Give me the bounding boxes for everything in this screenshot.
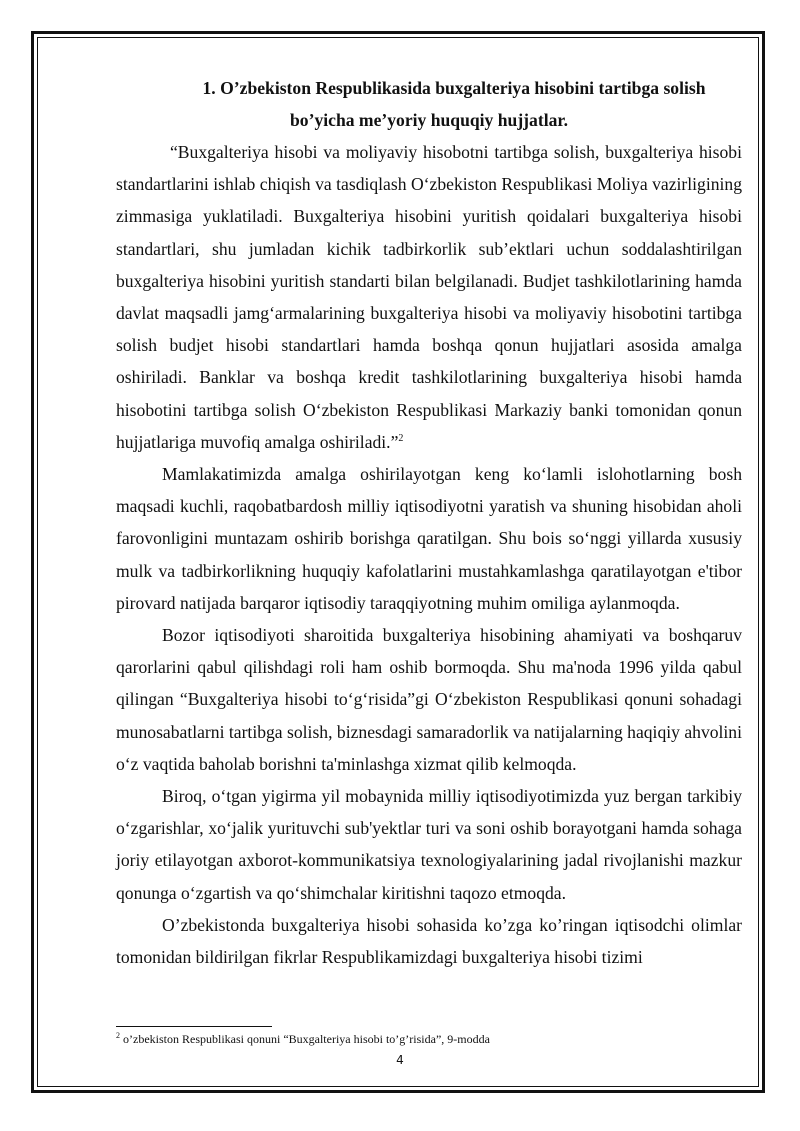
footnote-text: o’zbekiston Respublikasi qonuni “Buxgalteriya hisobi to’g’risida”, 9-modda — [123, 1032, 490, 1046]
section-heading-line-1: 1. O’zbekiston Respublikasida buxgalteriya hisobini tartibga solish — [202, 78, 706, 98]
footnote-separator — [116, 1026, 272, 1027]
section-heading-line-2: bo’yicha me’yoriy huquqiy hujjatlar. — [290, 110, 568, 130]
footnote — [116, 1032, 490, 1047]
paragraph: Biroq, o‘tgan yigirma yil mobaynida milliy iqtisodiyotimizda yuz bergan tarkibiy o‘zgarishlar, xo‘jalik yurituvchi sub'yektlar turi va soni oshib borayotgani hamda sohaga joriy etilayotgan axborot-kommunikatsiya texnologiyalarining jadal rivojlanishi mazkur qonunga o‘zgartish va qo‘shimchalar kiritishni taqozo etmoqda. — [116, 786, 742, 903]
page-number: 4 — [396, 1053, 404, 1067]
section-heading — [116, 72, 742, 136]
footnote-reference[interactable]: 2 — [398, 432, 404, 444]
paragraph-quote-text: “Buxgalteriya hisobi va moliyaviy hisobotni tartibga solish, buxgalteriya hisobi standartlarini ishlab chiqish va tasdiqlash O‘zbekiston Respublikasi Moliya vazirligining zimmasiga yuklatiladi. Buxgalteriya hisobini yuritish qoidalari buxgalteriya hisobi standartlari, shu jumladan kichik tadbirkorlik sub’ektlari uchun soddalashtirilgan buxgalteriya hisobini yuritish standarti bilan belgilanadi. Budjet tashkilotlarining hamda davlat maqsadli jamg‘armalarining buxgalteriya hisobi va moliyaviy hisobotini tartibga solish budjet hisobi standartlari hamda boshqa qonun hujjatlari asosida amalga oshiriladi. Banklar va boshqa kredit tashkilotlarining buxgalteriya hisobi hamda hisobotini tartibga solish O‘zbekiston Respublikasi Markaziy banki tomonidan qonun hujjatlariga muvofiq amalga oshiriladi.” — [116, 142, 742, 452]
paragraph-quote — [116, 136, 742, 458]
paragraph: O’zbekistonda buxgalteriya hisobi sohasida ko’zga ko’ringan iqtisodchi olimlar tomonidan bildirilgan fikrlar Respublikamizdagi buxgalteriya hisobi tizimi — [116, 914, 742, 968]
paragraph: Bozor iqtisodiyoti sharoitida buxgalteriya hisobining ahamiyati va boshqaruv qarorlarini qabul qilishdagi roli ham oshib bormoqda. Shu ma'noda 1996 yilda qabul qilingan “Buxgalteriya hisobi to‘g‘risida”gi O‘zbekiston Respublikasi qonuni sohadagi munosabatlarni tartibga solish, biznesdagi samaradorlik va natijalarning haqiqiy ahvolini o‘z vaqtida baholab borishni ta'minlashga xizmat qilib kelmoqda. — [116, 625, 742, 774]
page-body — [116, 72, 742, 973]
footnote-number: 2 — [116, 1031, 120, 1040]
paragraph: Mamlakatimizda amalga oshirilayotgan keng ko‘lamli islohotlarning bosh maqsadi kuchli, raqobatbardosh milliy iqtisodiyotni yaratish va shuning hisobidan aholi farovonligini muntazam oshirib borishga qaratilgan. Shu bois so‘nggi yillarda xususiy mulk va tadbirkorlikning huquqiy kafolatlarini mustahkamlashga qaratilayotgan e'tibor pirovard natijada barqaror iqtisodiy taraqqiyotning muhim omiliga aylanmoqda. — [116, 464, 742, 613]
